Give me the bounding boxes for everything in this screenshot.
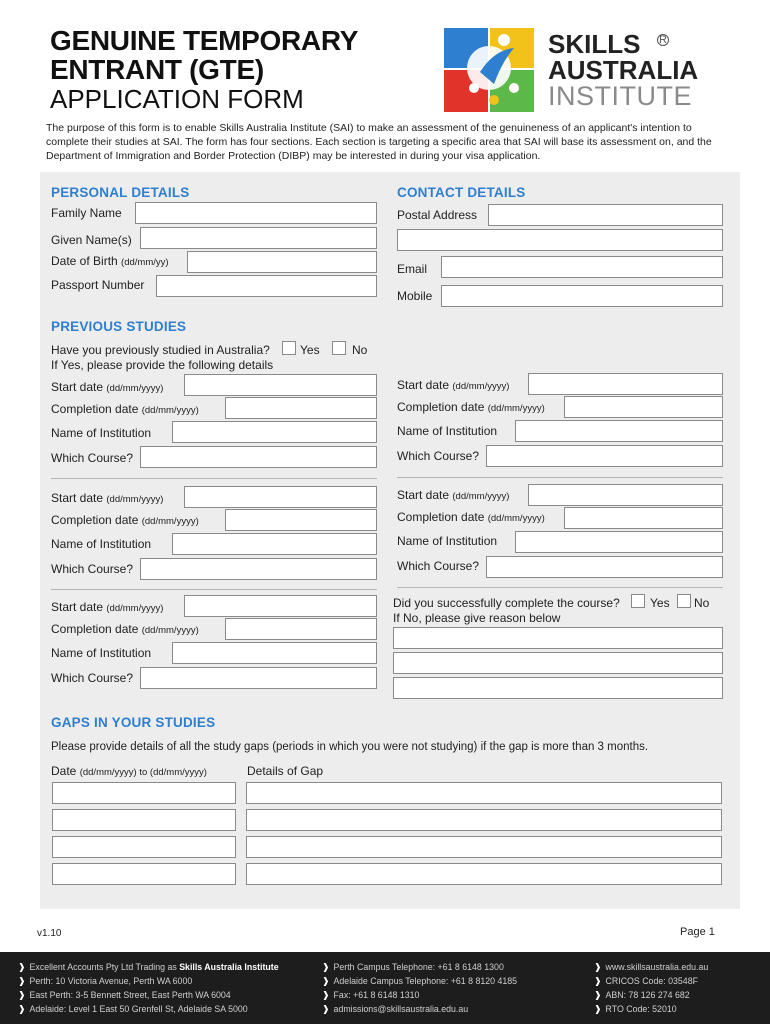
- course-input[interactable]: [140, 558, 377, 580]
- course-label: Which Course?: [397, 449, 480, 463]
- footer-line: ❱ Perth: 10 Victoria Avenue, Perth WA 6000: [18, 976, 193, 986]
- footer-line: ❱ Adelaide Campus Telephone: +61 8 8120 4185: [322, 976, 518, 986]
- version-label: v1.10: [37, 928, 62, 939]
- studied-yes-checkbox[interactable]: [282, 341, 296, 355]
- start-date-label: Start date (dd/mm/yyyy): [51, 491, 164, 505]
- contact-details-heading: CONTACT DETAILS: [397, 185, 526, 200]
- completion-date-label: Completion date (dd/mm/yyyy): [51, 513, 199, 527]
- course-input[interactable]: [486, 556, 723, 578]
- previous-studies-heading: PREVIOUS STUDIES: [51, 319, 187, 334]
- institution-label: Name of Institution: [51, 537, 152, 551]
- form-title-line2: ENTRANT (GTE): [50, 54, 264, 85]
- completed-yes-checkbox[interactable]: [631, 594, 645, 608]
- course-label: Which Course?: [397, 559, 480, 573]
- institution-input[interactable]: [515, 531, 723, 553]
- gap-date-input[interactable]: [52, 809, 236, 831]
- reason-input-2[interactable]: [393, 652, 723, 674]
- footer-line: ❱ Perth Campus Telephone: +61 8 6148 1300: [322, 962, 504, 972]
- start-date-label: Start date (dd/mm/yyyy): [397, 378, 510, 392]
- start-date-label: Start date (dd/mm/yyyy): [51, 600, 164, 614]
- completed-yes-label: Yes: [650, 596, 670, 610]
- reason-input-1[interactable]: [393, 627, 723, 649]
- start-date-label: Start date (dd/mm/yyyy): [397, 488, 510, 502]
- institution-input[interactable]: [172, 533, 377, 555]
- divider: [51, 589, 377, 590]
- institution-label: Name of Institution: [51, 646, 152, 660]
- completion-date-input[interactable]: [225, 397, 377, 419]
- footer-line: ❱ Fax: +61 8 6148 1310: [322, 990, 420, 1000]
- gap-date-input[interactable]: [52, 782, 236, 804]
- studied-no-label: No: [352, 343, 368, 357]
- postal-address-input-1[interactable]: [488, 204, 723, 226]
- start-date-input[interactable]: [184, 486, 377, 508]
- postal-address-input-2[interactable]: [397, 229, 723, 251]
- given-names-label: Given Name(s): [51, 233, 132, 247]
- gap-date-input[interactable]: [52, 863, 236, 885]
- completion-date-label: Completion date (dd/mm/yyyy): [397, 510, 545, 524]
- email-input[interactable]: [441, 256, 723, 278]
- logo-word-australia: AUSTRALIA: [548, 55, 699, 85]
- family-name-label: Family Name: [51, 206, 122, 220]
- passport-label: Passport Number: [51, 278, 145, 292]
- completion-date-label: Completion date (dd/mm/yyyy): [397, 400, 545, 414]
- gap-date-input[interactable]: [52, 836, 236, 858]
- registered-mark: R: [657, 34, 669, 46]
- personal-details-heading: PERSONAL DETAILS: [51, 185, 190, 200]
- footer-line: ❱ Excellent Accounts Pty Ltd Trading as Skills Australia Institute: [18, 962, 279, 972]
- footer-line: ❱ RTO Code: 52010: [594, 1004, 677, 1014]
- completion-date-label: Completion date (dd/mm/yyyy): [51, 622, 199, 636]
- postal-address-label: Postal Address: [397, 208, 478, 222]
- course-input[interactable]: [140, 446, 377, 468]
- start-date-input[interactable]: [184, 374, 377, 396]
- gap-details-input[interactable]: [246, 836, 722, 858]
- footer-address-column: [18, 960, 279, 1016]
- dob-input[interactable]: [187, 251, 377, 273]
- footer-contact-column: [322, 960, 517, 1016]
- course-input[interactable]: [486, 445, 723, 467]
- institute-logo-icon: [444, 28, 534, 112]
- completion-date-input[interactable]: [225, 618, 377, 640]
- start-date-input[interactable]: [184, 595, 377, 617]
- institution-label: Name of Institution: [397, 534, 498, 548]
- completion-date-input[interactable]: [225, 509, 377, 531]
- footer-website-link[interactable]: ❱ www.skillsaustralia.edu.au: [594, 962, 709, 972]
- institution-input[interactable]: [172, 642, 377, 664]
- completed-no-checkbox[interactable]: [677, 594, 691, 608]
- passport-input[interactable]: [156, 275, 377, 297]
- if-no-instruction: If No, please give reason below: [393, 611, 561, 625]
- institution-label: Name of Institution: [51, 426, 152, 440]
- gap-date-label: Date (dd/mm/yyyy) to (dd/mm/yyyy): [51, 764, 207, 778]
- course-input[interactable]: [140, 667, 377, 689]
- institution-label: Name of Institution: [397, 424, 498, 438]
- gaps-heading: GAPS IN YOUR STUDIES: [51, 715, 216, 730]
- intro-paragraph: The purpose of this form is to enable Skills Australia Institute (SAI) to make an assessment of the genuineness of an applicant's intention to complete their studies at SAI. The form has four sections. Each section is targeting a specific area that SAI will base its assessment on, and the Department of Immigration and Border Protection (DIBP) may be interested in during your visa application.: [46, 122, 712, 162]
- footer-line: ❱ Adelaide: Level 1 East 50 Grenfell St, Adelaide SA 5000: [18, 1004, 248, 1014]
- studied-yes-label: Yes: [300, 343, 320, 357]
- footer-line: ❱ CRICOS Code: 03548F: [594, 976, 698, 986]
- footer-registration-column: [594, 960, 708, 1016]
- divider: [397, 587, 723, 588]
- course-label: Which Course?: [51, 671, 134, 685]
- gap-details-label: Details of Gap: [247, 764, 324, 778]
- if-yes-instruction: If Yes, please provide the following details: [51, 358, 274, 372]
- given-names-input[interactable]: [140, 227, 377, 249]
- divider: [51, 478, 377, 479]
- course-label: Which Course?: [51, 562, 134, 576]
- gaps-instruction: Please provide details of all the study gaps (periods in which you were not studying) if the gap is more than 3 months.: [51, 741, 649, 753]
- mobile-input[interactable]: [441, 285, 723, 307]
- start-date-input[interactable]: [528, 484, 723, 506]
- form-title-line1: GENUINE TEMPORARY: [50, 25, 359, 56]
- dob-label: Date of Birth (dd/mm/yy): [51, 254, 169, 268]
- completion-date-input[interactable]: [564, 396, 723, 418]
- completed-course-question: Did you successfully complete the course?: [393, 596, 620, 610]
- completed-no-label: No: [694, 596, 710, 610]
- course-label: Which Course?: [51, 451, 134, 465]
- studied-no-checkbox[interactable]: [332, 341, 346, 355]
- footer-email-link[interactable]: ❱ admissions@skillsaustralia.edu.au: [322, 1004, 469, 1014]
- reason-input-3[interactable]: [393, 677, 723, 699]
- footer-line: ❱ East Perth: 3-5 Bennett Street, East Perth WA 6004: [18, 990, 231, 1000]
- start-date-label: Start date (dd/mm/yyyy): [51, 380, 164, 394]
- completion-date-label: Completion date (dd/mm/yyyy): [51, 402, 199, 416]
- studied-in-australia-question: Have you previously studied in Australia?: [51, 343, 270, 357]
- divider: [397, 477, 723, 478]
- gap-details-input[interactable]: [246, 863, 722, 885]
- footer-line: ❱ ABN: 78 126 274 682: [594, 990, 690, 1000]
- start-date-input[interactable]: [528, 373, 723, 395]
- logo-word-skills: SKILLS: [548, 29, 641, 59]
- family-name-input[interactable]: [135, 202, 377, 224]
- email-label: Email: [397, 262, 428, 276]
- institution-input[interactable]: [172, 421, 377, 443]
- mobile-label: Mobile: [397, 289, 433, 303]
- footer: [0, 952, 770, 1024]
- form-subtitle: APPLICATION FORM: [50, 84, 304, 114]
- completion-date-input[interactable]: [564, 507, 723, 529]
- institution-input[interactable]: [515, 420, 723, 442]
- logo-word-institute: INSTITUTE: [548, 81, 692, 111]
- gap-details-input[interactable]: [246, 809, 722, 831]
- gap-details-input[interactable]: [246, 782, 722, 804]
- page-number: Page 1: [680, 926, 715, 938]
